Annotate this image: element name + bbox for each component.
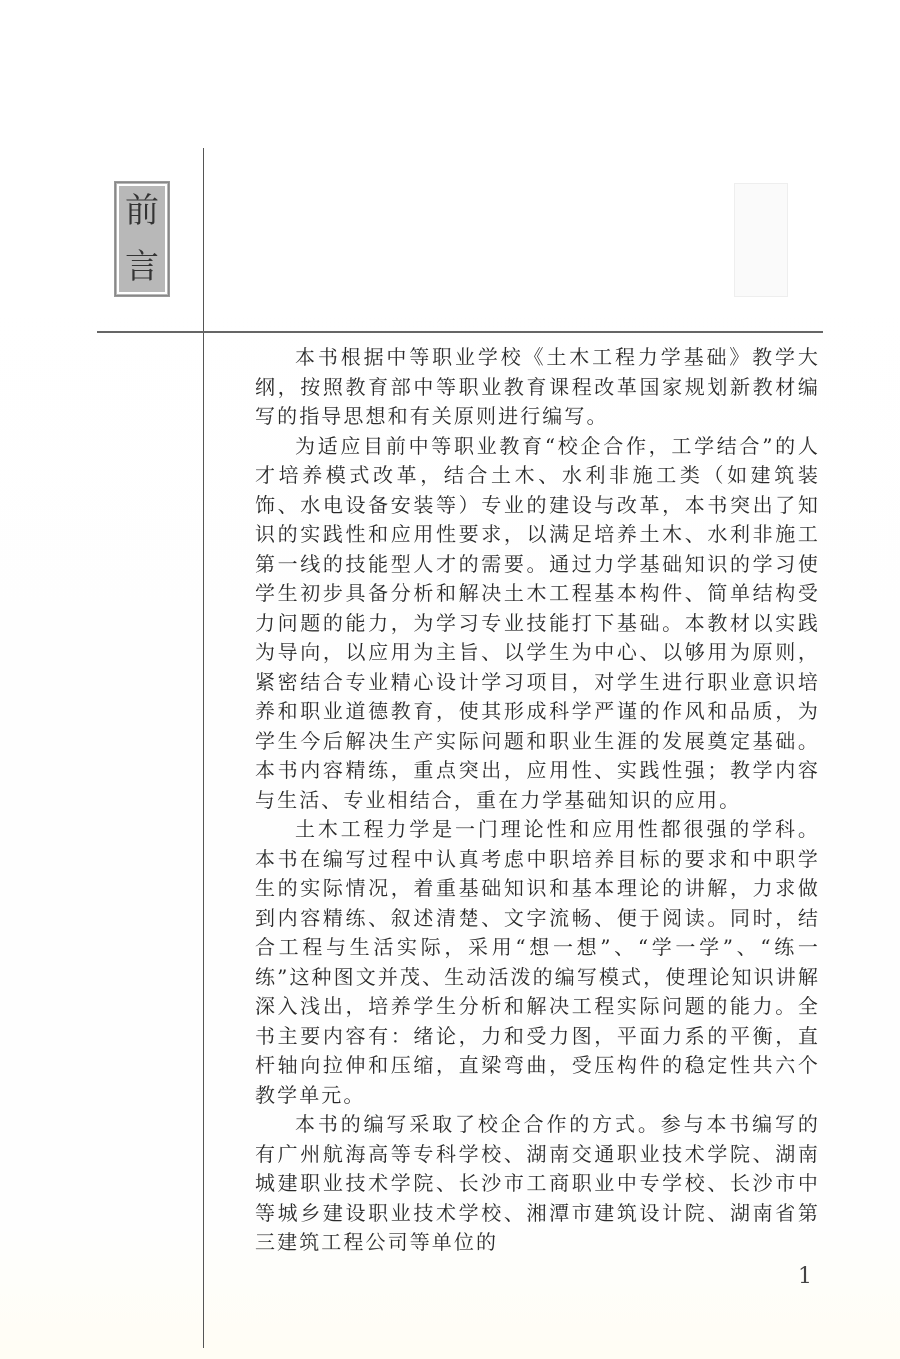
paragraph: 本书的编写采取了校企合作的方式。参与本书编写的有广州航海高等专科学校、湖南交通职业技术学院、湖南城建职业技术学院、长沙市工商职业中专学校、长沙市中等城乡建设职业技术学校、湘潭市建筑设计院、湖南省第三建筑工程公司等单位的	[255, 1112, 820, 1254]
paragraph: 本书根据中等职业学校《土木工程力学基础》教学大纲，按照教育部中等职业教育课程改革国家规划新教材编写的指导思想和有关原则进行编写。	[255, 345, 820, 428]
preface-body	[255, 343, 820, 1258]
preface-heading-box	[115, 182, 169, 296]
bleed-through-heading-ghost	[734, 183, 788, 297]
page-number: 1	[798, 1264, 812, 1289]
margin-vertical-rule	[203, 148, 204, 1348]
header-horizontal-rule	[97, 331, 823, 333]
heading-char: 前	[125, 191, 159, 231]
paragraph: 为适应目前中等职业教育“校企合作，工学结合”的人才培养模式改革，结合土木、水利非施工类（如建筑装饰、水电设备安装等）专业的建设与改革，本书突出了知识的实践性和应用性要求，以满足培养土木、水利非施工第一线的技能型人才的需要。通过力学基础知识的学习使学生初步具备分析和解决土木工程基本构件、简单结构受力问题的能力，为学习专业技能打下基础。本教材以实践为导向，以应用为主旨、以学生为中心、以够用为原则，紧密结合专业精心设计学习项目，对学生进行职业意识培养和职业道德教育，使其形成科学严谨的作风和品质，为学生今后解决生产实际问题和职业生涯的发展奠定基础。本书内容精练，重点突出，应用性、实践性强；教学内容与生活、专业相结合，重在力学基础知识的应用。	[255, 433, 820, 812]
heading-char: 言	[125, 247, 159, 287]
paragraph: 土木工程力学是一门理论性和应用性都很强的学科。本书在编写过程中认真考虑中职培养目标的要求和中职学生的实际情况，着重基础知识和基本理论的讲解，力求做到内容精练、叙述清楚、文字流畅、便于阅读。同时，结合工程与生活实际，采用“想一想”、“学一学”、“练一练”这种图文并茂、生动活泼的编写模式，使理论知识讲解深入浅出，培养学生分析和解决工程实际问题的能力。全书主要内容有：绪论，力和受力图，平面力系的平衡，直杆轴向拉伸和压缩，直梁弯曲，受压构件的稳定性共六个教学单元。	[255, 817, 820, 1107]
